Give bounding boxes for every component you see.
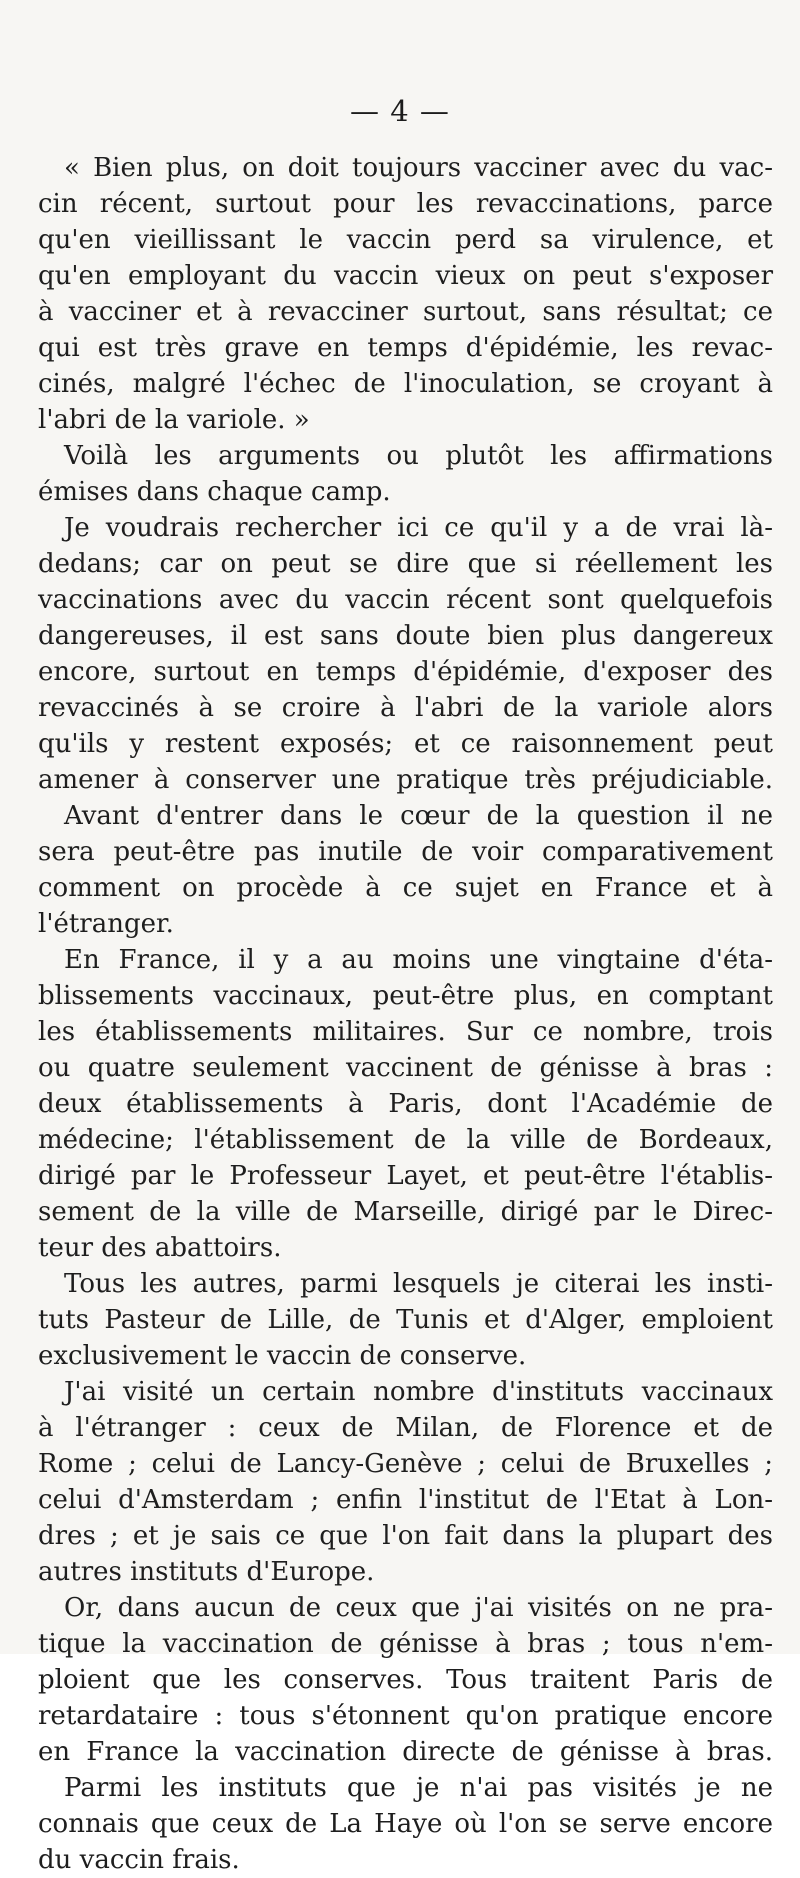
text-line: sement de la ville de Marseille, dirigé par le Direc-: [38, 1197, 773, 1227]
text-line: Parmi les instituts que je n'ai pas visités je ne: [64, 1773, 773, 1803]
text-line: l'abri de la variole. »: [38, 405, 310, 435]
text-line: Tous les autres, parmi lesquels je citerai les insti-: [64, 1269, 773, 1299]
text-line: qui est très grave en temps d'épidémie, les revac-: [38, 333, 773, 363]
text-line: qu'en vieillissant le vaccin perd sa virulence, et: [38, 225, 773, 255]
text-line: amener à conserver une pratique très préjudiciable.: [38, 765, 773, 795]
text-line: J'ai visité un certain nombre d'instituts vaccinaux: [64, 1377, 773, 1407]
text-line: Or, dans aucun de ceux que j'ai visités on ne pra-: [64, 1593, 773, 1623]
text-line: tique la vaccination de génisse à bras ; tous n'em-: [38, 1629, 773, 1659]
text-line: du vaccin frais.: [38, 1845, 240, 1875]
page-number: — 4 —: [350, 94, 450, 128]
text-line: qu'ils y restent exposés; et ce raisonnement peut: [38, 729, 773, 759]
text-line: autres instituts d'Europe.: [38, 1557, 375, 1587]
text-line: les établissements militaires. Sur ce nombre, trois: [38, 1017, 773, 1047]
text-line: Rome ; celui de Lancy-Genève ; celui de Bruxelles ;: [38, 1449, 773, 1479]
text-line: vaccinations avec du vaccin récent sont quelquefois: [38, 585, 773, 615]
text-line: sera peut-être pas inutile de voir comparativement: [38, 837, 773, 867]
text-line: encore, surtout en temps d'épidémie, d'exposer des: [38, 657, 773, 687]
text-line: Avant d'entrer dans le cœur de la question il ne: [64, 801, 773, 831]
text-line: En France, il y a au moins une vingtaine d'éta-: [64, 945, 773, 975]
text-line: cinés, malgré l'échec de l'inoculation, se croyant à: [38, 369, 773, 399]
text-line: comment on procède à ce sujet en France et à: [38, 873, 773, 903]
text-line: ploient que les conserves. Tous traitent Paris de: [38, 1665, 773, 1695]
text-line: dres ; et je sais ce que l'on fait dans la plupart des: [38, 1521, 773, 1551]
text-line: deux établissements à Paris, dont l'Académie de: [38, 1089, 773, 1119]
text-line: revaccinés à se croire à l'abri de la variole alors: [38, 693, 773, 723]
text-line: retardataire : tous s'étonnent qu'on pratique encore: [38, 1701, 773, 1731]
text-line: teur des abattoirs.: [38, 1233, 282, 1263]
text-line: dirigé par le Professeur Layet, et peut-être l'établis-: [38, 1161, 773, 1191]
text-line: dangereuses, il est sans doute bien plus dangereux: [38, 621, 773, 651]
text-line: en France la vaccination directe de génisse à bras.: [38, 1737, 773, 1767]
text-line: à l'étranger : ceux de Milan, de Florence et de: [38, 1413, 773, 1443]
text-line: connais que ceux de La Haye où l'on se serve encore: [38, 1809, 773, 1839]
text-line: médecine; l'établissement de la ville de Bordeaux,: [38, 1125, 773, 1155]
text-line: Je voudrais rechercher ici ce qu'il y a de vrai là-: [64, 513, 773, 543]
text-line: à vacciner et à revacciner surtout, sans résultat; ce: [38, 297, 773, 327]
text-line: qu'en employant du vaccin vieux on peut s'exposer: [38, 261, 773, 291]
text-line: blissements vaccinaux, peut-être plus, en comptant: [38, 981, 773, 1011]
body-text: [38, 150, 773, 1878]
text-line: celui d'Amsterdam ; enfin l'institut de l'Etat à Lon-: [38, 1485, 773, 1515]
text-line: exclusivement le vaccin de conserve.: [38, 1341, 527, 1371]
text-line: tuts Pasteur de Lille, de Tunis et d'Alger, emploient: [38, 1305, 773, 1335]
text-line: ou quatre seulement vaccinent de génisse à bras :: [38, 1053, 773, 1083]
text-line: « Bien plus, on doit toujours vacciner avec du vac-: [64, 153, 773, 183]
text-line: dedans; car on peut se dire que si réellement les: [38, 549, 773, 579]
text-line: émises dans chaque camp.: [38, 477, 391, 507]
text-line: cin récent, surtout pour les revaccinations, parce: [38, 189, 773, 219]
text-line: l'étranger.: [38, 909, 174, 939]
text-line: Voilà les arguments ou plutôt les affirmations: [64, 441, 773, 471]
